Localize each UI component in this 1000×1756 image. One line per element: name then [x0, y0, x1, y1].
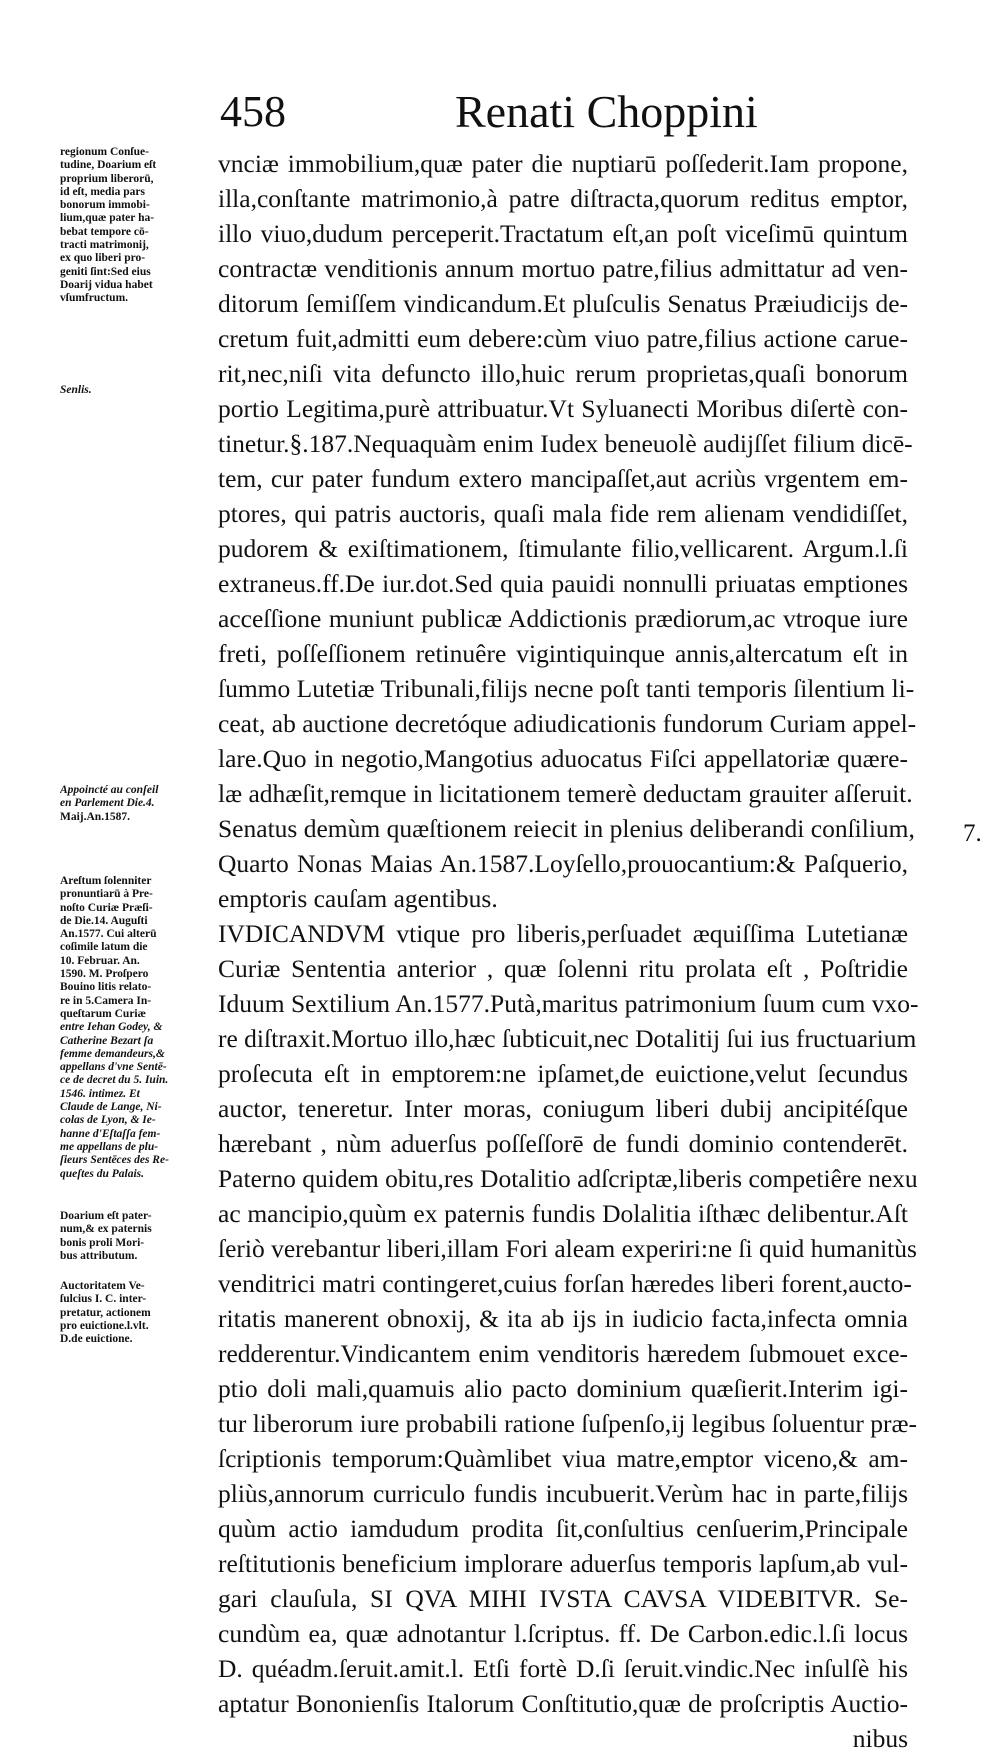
body-line: tinetur.§.187.Nequaquàm enim Iudex beneuolè audijſſet filium dicē-	[218, 429, 913, 458]
note-line: ſieurs Sentēces des Re-	[60, 1154, 169, 1167]
note-line: bonis proli Mori-	[60, 1236, 145, 1249]
body-line: hærebant , nùm aduerſus poſſeſſorē de fundi dominio contenderēt.	[218, 1129, 908, 1158]
body-line: læ adhæſit,remque in licitationem temerè deductam grauiter aſſeruit.	[218, 779, 913, 808]
body-line: auctor, teneretur. Inter moras, coniugum liberi dubij ancipitéſque	[218, 1094, 908, 1123]
body-line: Quarto Nonas Maias An.1587.Loyſello,prouocantium:& Paſquerio,	[218, 849, 908, 878]
note-line: tudine, Doarium eſt	[60, 159, 157, 172]
note-line: Bouino litis relato-	[60, 981, 152, 994]
note-line: hanne d'Eſtaſſa fem-	[60, 1127, 161, 1140]
body-line: illa,conſtante matrimonio,à patre diſtracta,quorum reditus emptor,	[218, 184, 908, 213]
note-line: bebat tempore cō-	[60, 225, 149, 238]
body-line: ditorum ſemiſſem vindicandum.Et pluſculis Senatus Præiudicijs de-	[218, 289, 908, 318]
body-line: D. quéadm.ſeruit.amit.l. Etſi fortè D.ſi ſeruit.vindic.Nec inſulſè his	[218, 1654, 908, 1683]
body-line: illo viuo,dudum perceperit.Tractatum eſt,an poſt viceſimū quintum	[218, 219, 908, 248]
note-line: en Parlement Die.4.	[60, 797, 155, 810]
margin-note-arestum	[60, 875, 220, 1181]
body-line: cundùm ea, quæ adnotantur l.ſcriptus. ff. De Carbon.edic.l.ſi locus	[218, 1619, 908, 1648]
body-line: tem, cur pater fundum extero mancipaſſet,aut acriùs vrgentem em-	[218, 464, 908, 493]
body-line: Iduum Sextilium An.1577.Putà,maritus patrimonium ſuum cum vxo-	[218, 989, 919, 1018]
note-line: de Die.14. Auguſti	[60, 914, 148, 927]
body-line: IVDICANDVM vtique pro liberis,perſuadet æquiſſima Lutetianæ	[218, 919, 908, 948]
note-line: bus attributum.	[60, 1249, 138, 1262]
note-line: appellans d'vne Sentē-	[60, 1061, 167, 1074]
body-line: lare.Quo in negotio,Mangotius aduocatus Fiſci appellatoriæ quære-	[218, 744, 908, 773]
note-line: Claude de Lange, Ni-	[60, 1101, 162, 1114]
body-line: ſcriptionis temporum:Quàmlibet viua matre,emptor viceno,& am-	[218, 1444, 908, 1473]
note-line: An.1577. Cui alterū	[60, 928, 157, 941]
catchword: nibus	[852, 1724, 908, 1753]
body-line: Curiæ Sententia anterior , quæ ſolenni ritu prolata eſt , Poſtridie	[218, 954, 908, 983]
note-line: vſumfructum.	[60, 292, 129, 305]
body-line: acceſſione muniunt publicæ Addictionis prædiorum,ac vtroque iure	[218, 604, 908, 633]
margin-note-doarium	[60, 146, 220, 306]
note-line: ex quo liberi pro-	[60, 252, 146, 265]
note-line: Doarij vidua habet	[60, 278, 153, 291]
margin-note-senlis	[60, 384, 220, 397]
body-line: ac mancipio,quùm ex paternis fundis Dolalitia iſthæc delibentur.Aſt	[218, 1199, 908, 1228]
note-line: D.de euictione.	[60, 1333, 133, 1346]
note-line: geniti ſint:Sed eius	[60, 265, 151, 278]
note-line: regionum Conſue-	[60, 146, 149, 158]
note-line: Areſtum ſolenniter	[60, 875, 152, 887]
body-line: vnciæ immobilium,quæ pater die nuptiarū poſſederit.Iam propone,	[218, 149, 908, 178]
note-line: proprium liberorū,	[60, 172, 154, 185]
note-line: ſulcius I. C. inter-	[60, 1293, 147, 1306]
body-line: portio Legitima,purè attribuatur.Vt Syluanecti Moribus diſertè con-	[218, 394, 908, 423]
body-line: ceat, ab auctione decretóque adiudicationis fundorum Curiam appel-	[218, 709, 917, 738]
note-line: num,& ex paternis	[60, 1223, 152, 1236]
body-line: venditrici matri contingeret,cuius forſan hæredes liberi forent,aucto-	[218, 1269, 912, 1298]
body-line: freti, poſſeſſionem retinuêre vigintiquinque annis,altercatum eſt in	[218, 639, 908, 668]
body-line: pliùs,annorum curriculo fundis incubuerit.Verùm hac in parte,filijs	[218, 1479, 908, 1508]
note-line: 10. Februar. An.	[60, 954, 140, 967]
margin-note-auctoritatem	[60, 1280, 220, 1346]
note-line: re in 5.Camera In-	[60, 994, 152, 1007]
body-line: reſtitutionis beneficium implorare aduerſus temporis lapſum,ab vul-	[218, 1549, 908, 1578]
margin-note-appoincte	[60, 784, 220, 824]
note-line: ce de decret du 5. Iuin.	[60, 1074, 169, 1087]
note-line: queſtes du Palais.	[60, 1167, 145, 1180]
body-line: ritatis manerent obnoxij, & ita ab ijs in iudicio facta,infecta omnia	[218, 1304, 908, 1333]
page-header	[220, 80, 780, 144]
body-line: quùm actio iamdudum prodita ſit,conſultius cenſuerim,Principale	[218, 1514, 908, 1543]
margin-note-doarium-paternum	[60, 1210, 220, 1263]
note-line: bonorum immobi-	[60, 199, 150, 212]
body-line: aptatur Bononienſis Italorum Conſtitutio,quæ de proſcriptis Auctio-	[218, 1689, 908, 1718]
note-line: lium,quæ pater ha-	[60, 212, 155, 225]
note-line: me appellans de plu-	[60, 1140, 159, 1153]
body-line: Senatus demùm quæſtionem reiecit in plenius deliberandi conſilium,	[218, 814, 915, 843]
note-line: femme demandeurs,&	[60, 1047, 165, 1060]
body-line: cretum fuit,admitti eum debere:cùm viuo patre,filius actione carue-	[218, 324, 908, 353]
body-line: tur liberorum iure probabili ratione ſuſpenſo,ij legibus ſoluentur præ-	[218, 1409, 917, 1438]
note-line: id eſt, media pars	[60, 185, 145, 198]
note-line: Maij.An.1587.	[60, 810, 130, 823]
body-line: redderentur.Vindicantem enim venditoris hæredem ſubmouet exce-	[218, 1339, 908, 1368]
note-line: colas de Lyon, & Ie-	[60, 1114, 156, 1127]
body-line: ptores, qui patris auctoris, quaſi mala fide rem alienam vendidiſſet,	[218, 499, 908, 528]
paragraph-number: 7.	[963, 820, 982, 847]
note-line: coſimile latum die	[60, 941, 148, 954]
body-line: Paterno quidem obitu,res Dotalitio adſcriptæ,liberis competiêre nexu	[218, 1164, 918, 1193]
body-line: contractæ venditionis annum mortuo patre,filius admittatur ad ven-	[218, 254, 908, 283]
note-line: noſto Curiæ Præſi-	[60, 901, 153, 914]
note-line: pronuntiarū à Pre-	[60, 888, 153, 901]
note-line: 1590. M. Proſpero	[60, 968, 149, 981]
main-text-column	[218, 146, 919, 1756]
body-line: pudorem & exiſtimationem, ſtimulante filio,vellicarent. Argum.l.ſi	[218, 534, 908, 563]
body-line: extraneus.ff.De iur.dot.Sed quia pauidi nonnulli priuatas emptiones	[218, 569, 908, 598]
note-line: Doarium eſt pater-	[60, 1210, 152, 1222]
note-line: pretatur, actionem	[60, 1306, 151, 1319]
body-line: proſecuta eſt in emptorem:ne ipſamet,de euictione,velut ſecundus	[218, 1059, 908, 1088]
body-line: ſummo Lutetiæ Tribunali,filijs necne poſt tanti temporis ſilentium li-	[218, 674, 915, 703]
note-line: Senlis.	[60, 384, 92, 396]
running-title: Renati Choppini	[455, 86, 758, 137]
note-line: Catherine Bezart ſa	[60, 1034, 154, 1047]
note-line: pro euictione.l.vlt.	[60, 1319, 149, 1332]
body-line: gari clauſula, SI QVA MIHI IVSTA CAVSA VIDEBITVR. Se-	[218, 1584, 908, 1613]
note-line: tracti matrimonij,	[60, 239, 149, 252]
page-number: 458	[220, 87, 286, 136]
body-line: ptio doli mali,quamuis alio pacto dominium quæſierit.Interim igi-	[218, 1374, 908, 1403]
body-line: emptoris cauſam agentibus.	[218, 884, 498, 913]
note-line: Appoincté au conſeil	[60, 784, 159, 796]
note-line: entre Iehan Godey, &	[60, 1021, 163, 1034]
note-line: queſtarum Curiæ	[60, 1007, 146, 1020]
note-line: Auctoritatem Ve-	[60, 1280, 145, 1292]
body-line: rit,nec,niſi vita defuncto illo,huic rerum proprietas,quaſi bonorum	[218, 359, 908, 388]
body-line: re diſtraxit.Mortuo illo,hæc ſubticuit,nec Dotalitij ſui ius fructuarium	[218, 1024, 917, 1053]
body-line: ſeriò verebantur liberi,illam Fori aleam experiri:ne ſi quid humanitùs	[218, 1234, 917, 1263]
note-line: 1546. intimez. Et	[60, 1087, 140, 1100]
